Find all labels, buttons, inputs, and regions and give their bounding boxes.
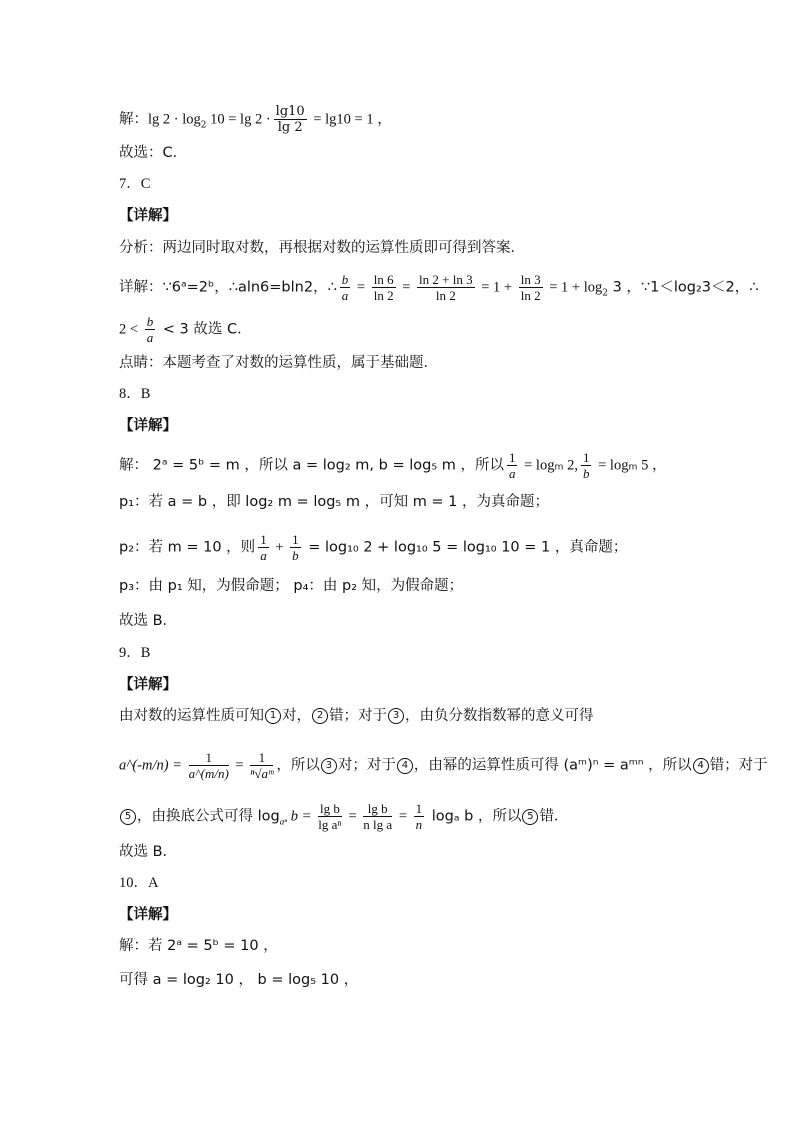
- q9-frac-2: [250, 750, 273, 781]
- q7-frac-4-den: ln 2: [520, 288, 541, 303]
- q9-l3-sub: aⁿ: [279, 816, 288, 827]
- circle-3b: 3: [321, 758, 337, 774]
- q9-l1-d: ，由负分数指数幂的意义可得: [405, 708, 594, 724]
- q8-answer: 故选 B．: [119, 613, 178, 629]
- q9-l2-eq: =: [231, 757, 248, 774]
- q7-conclusion-line: [119, 314, 252, 345]
- q9-frac-1-den: a^(m/n): [188, 766, 229, 781]
- q9-frac-1: [189, 750, 229, 781]
- q9-l3-d: 错．: [539, 808, 569, 825]
- q7-frac-3: [417, 272, 475, 303]
- q7-frac-1-den: a: [341, 288, 349, 303]
- q8-p2-frac-2-num: 1: [292, 532, 299, 547]
- q7-sub: 2: [602, 288, 608, 299]
- l1-math-c: = lg10 = 1 ，: [309, 111, 392, 128]
- q8-sol-a: 解： 2ᵃ = 5ᵇ = m ，所以 a = log₂ m, b = log₅ m ，所以: [119, 457, 504, 474]
- q7-frac-1-num: b: [341, 272, 349, 287]
- q8-p2-plus: +: [271, 539, 288, 556]
- q9-l3-frac-2: [363, 801, 392, 832]
- q8-frac-2: [581, 450, 592, 481]
- l1-fraction-num: lg10: [275, 104, 305, 119]
- q8-frac-2-den: b: [582, 466, 590, 481]
- q8-sol-b: = logₘ 2,: [520, 457, 578, 474]
- q7-conc-a: 2 <: [119, 321, 142, 338]
- q9-l1-c: 错；对于: [329, 708, 387, 724]
- q8-p2-a: p₂：若 m = 10 ，则: [119, 539, 256, 556]
- q8-p3p4-line: p₃：由 p₁ 知，为假命题； p₄：由 p₂ 知，为假命题；: [119, 578, 464, 594]
- q8-p2-b: = log₁₀ 2 + log₁₀ 5 = log₁₀ 10 = 1 ，真命题；: [303, 539, 628, 556]
- q9-l3-frac-2-num: lg b: [363, 801, 392, 817]
- q7-eq-2: =: [398, 279, 415, 296]
- q9-l1-b: 对，: [282, 708, 311, 724]
- q7-frac-2-den: ln 2: [373, 288, 394, 303]
- q9-line-3: [119, 801, 568, 832]
- q7-conc-frac-den: a: [146, 330, 154, 345]
- q9-l2-b: ，所以: [276, 757, 320, 774]
- q8-p2-frac-2-den: b: [292, 548, 299, 563]
- q10-line-2: 可得 a = log₂ 10 ， b = log₅ 10 ，: [119, 972, 359, 988]
- q9-l2-e: 错；对于: [709, 757, 768, 774]
- q8-sol-c: = logₘ 5 ，: [594, 457, 667, 474]
- q8-p1-line: p₁：若 a = b ，即 log₂ m = log₅ m ，可知 m = 1 ，为真命题；: [119, 494, 550, 510]
- q9-l3-frac-1: [318, 801, 342, 832]
- circle-3: 3: [388, 708, 404, 724]
- q9-l3-eq1: =: [344, 808, 361, 825]
- q9-l3-eq2: =: [395, 808, 411, 825]
- q8-solution-line: [119, 450, 666, 481]
- l1-sub: 2: [200, 120, 207, 131]
- q8-heading: 8．B: [119, 386, 151, 402]
- q10-heading: 10．A: [119, 875, 159, 891]
- q7-frac-1: [340, 272, 351, 303]
- q7-eq-3: = 1 +: [477, 279, 516, 296]
- q9-l3-frac-1-den: lg aⁿ: [318, 817, 342, 832]
- q9-l2-a: a^(-m/n) =: [119, 757, 186, 774]
- q8-p2-line: [119, 532, 627, 563]
- q9-line-1: [119, 706, 594, 726]
- q9-l3-c: logₐ b ，所以: [427, 808, 522, 825]
- q9-heading: 9．B: [119, 645, 151, 661]
- q8-p2-frac-2: [290, 532, 301, 563]
- q8-frac-1-den: a: [508, 466, 516, 481]
- q9-line-2: [119, 750, 768, 781]
- circle-4b: 4: [693, 758, 709, 774]
- q7-analysis: 分析：两边同时取对数，再根据对数的运算性质即可得到答案．: [119, 240, 525, 256]
- circle-5: 5: [120, 809, 136, 825]
- q9-l3-frac-2-den: n lg a: [363, 817, 393, 832]
- q7-eq-4: = 1 + log: [545, 279, 603, 296]
- q9-frac-2-num: 1: [250, 750, 273, 766]
- answer-line-6: 故选：C．: [119, 145, 188, 161]
- q9-l3-frac-1-num: lg b: [319, 801, 340, 816]
- q7-comment: 点睛：本题考查了对数的运算性质，属于基础题．: [119, 355, 438, 371]
- l1-fraction: [274, 104, 307, 135]
- q7-conc-frac-num: b: [146, 314, 154, 329]
- q9-l2-c: 对；对于: [337, 757, 396, 774]
- solution-line-1: [119, 104, 392, 135]
- q9-l3-b: b =: [287, 808, 315, 825]
- q9-l3-frac-3-den: n: [415, 817, 423, 832]
- q7-frac-3-num: ln 2 + ln 3: [419, 272, 473, 287]
- q9-frac-1-num: 1: [189, 750, 229, 766]
- q9-l3-frac-3-num: 1: [415, 801, 423, 816]
- q8-p2-frac-1: [258, 532, 269, 563]
- q9-l3-a: ，由换底公式可得 log: [137, 808, 280, 825]
- q7-frac-4-num: ln 3: [520, 272, 541, 287]
- q8-frac-2-num: 1: [582, 450, 590, 465]
- circle-2: 2: [312, 708, 328, 724]
- q9-l3-frac-3: [414, 801, 425, 832]
- q9-l2-d: ，由幂的运算性质可得 (aᵐ)ⁿ = aᵐⁿ ，所以: [413, 757, 692, 774]
- q7-frac-3-den: ln 2: [435, 288, 456, 303]
- q7-frac-2: [372, 272, 396, 303]
- q10-line-1: 解：若 2ᵃ = 5ᵇ = 10 ，: [119, 938, 278, 954]
- q7-conc-b: < 3 故选 C．: [158, 321, 252, 338]
- l1-math-b: 10 = lg 2 ·: [206, 111, 271, 128]
- q10-detail-label: 【详解】: [119, 907, 177, 923]
- l1-fraction-den: lg 2: [277, 120, 303, 135]
- q7-frac-4: [519, 272, 543, 303]
- q8-detail-label: 【详解】: [119, 418, 177, 434]
- q7-frac-2-num: ln 6: [373, 272, 394, 287]
- q8-p2-frac-1-den: a: [260, 548, 267, 563]
- q9-answer: 故选 B．: [119, 844, 178, 860]
- q9-l1-a: 由对数的运算性质可知: [119, 708, 264, 724]
- q8-p2-frac-1-num: 1: [260, 532, 267, 547]
- q7-detail-label: 【详解】: [119, 208, 177, 224]
- q7-tail: 3 ，∵1＜log₂3＜2，∴: [607, 279, 759, 296]
- q7-conc-frac: [145, 314, 156, 345]
- q9-frac-2-den: ⁿ√aᵐ: [250, 766, 274, 781]
- circle-1: 1: [265, 708, 281, 724]
- circle-5b: 5: [522, 809, 538, 825]
- q8-frac-1: [507, 450, 518, 481]
- circle-4: 4: [397, 758, 413, 774]
- l1-prefix: 解：: [119, 111, 148, 128]
- q8-frac-1-num: 1: [508, 450, 516, 465]
- q7-detail-a: 详解：∵6ᵃ=2ᵇ，∴aln6=bln2，∴: [119, 279, 337, 296]
- l1-math-a: lg 2 · log: [148, 111, 201, 128]
- q7-eq-1: =: [353, 279, 369, 296]
- q7-heading: 7．C: [119, 176, 151, 192]
- q9-detail-label: 【详解】: [119, 677, 177, 693]
- q7-detail-line: [119, 272, 758, 303]
